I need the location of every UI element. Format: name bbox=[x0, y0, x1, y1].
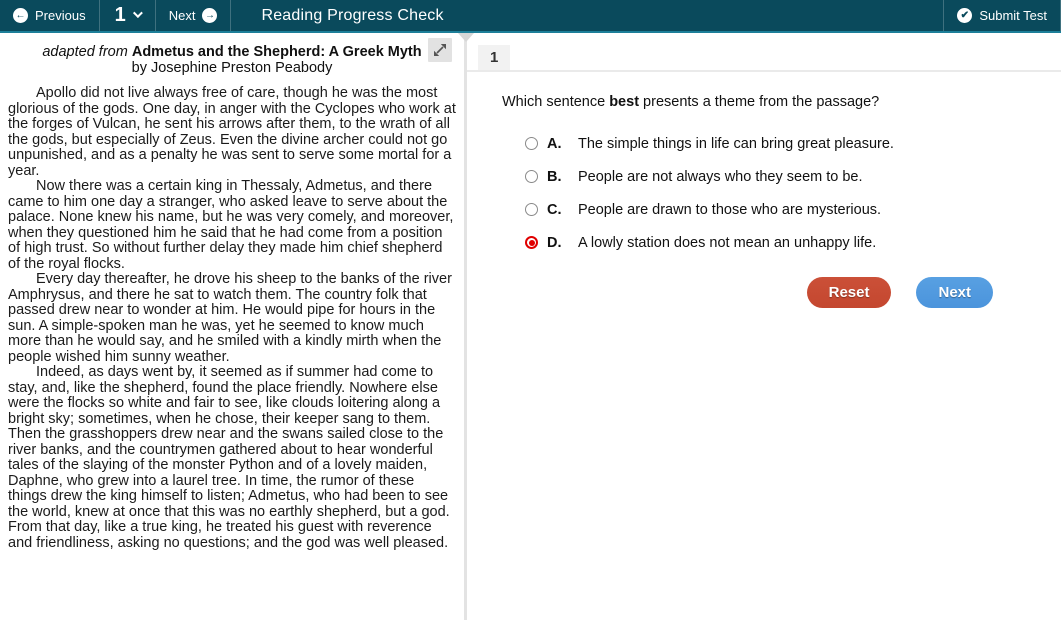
passage-adapted-from: adapted from bbox=[42, 44, 128, 60]
question-prompt-suffix: presents a theme from the passage? bbox=[639, 94, 880, 110]
radio-button[interactable] bbox=[525, 170, 538, 183]
question-panel bbox=[467, 33, 1061, 620]
option-text: A lowly station does not mean an unhappy life. bbox=[578, 234, 877, 251]
question-prompt-prefix: Which sentence bbox=[502, 94, 610, 110]
answer-option[interactable] bbox=[525, 134, 1061, 153]
passage-header bbox=[8, 44, 456, 76]
next-button[interactable]: Next bbox=[916, 277, 993, 308]
passage-paragraph: Now there was a certain king in Thessaly, Admetus, and there came to him one day a stranger, who asked leave to serve about the palace. None knew his name, but he was very comely, and moreover, when they questioned him he said that he had come from a position of high trust. So without further delay they made him chief shepherd of the royal flocks. bbox=[8, 178, 454, 272]
navbar-spacer bbox=[444, 0, 944, 31]
previous-button-label: Previous bbox=[35, 8, 86, 23]
passage-paragraph: Apollo did not live always free of care, though he was the most glorious of the gods. One day, in anger with the Cyclopes who work at the forges of Vulcan, he sent his arrows after them, to the wrath of all the gods, but especially of Zeus. Even the divine archer could not go unpunished, and as a penalty he was sent to serve some mortal for a year. bbox=[8, 85, 456, 179]
option-letter: A. bbox=[547, 135, 562, 152]
question-tab-row bbox=[467, 45, 1061, 72]
answer-option[interactable] bbox=[525, 167, 1061, 186]
panel-splitter[interactable] bbox=[464, 33, 467, 620]
page-title: Reading Progress Check bbox=[261, 6, 444, 24]
option-text: People are drawn to those who are mysterious. bbox=[578, 201, 882, 218]
option-letter: B. bbox=[547, 168, 562, 185]
next-question-button[interactable] bbox=[156, 0, 231, 31]
passage-paragraph: Every day thereafter, he drove his sheep to the banks of the river Amphrysus, and there he sat to watch them. The country folk that passed drew near to wonder at him. He would pipe for hours in the sun. A simple-spoken man he was, yet he seemed to know much more than he would say, and he smiled with a kindly mirth when the people wished him sunny weather. bbox=[8, 271, 452, 365]
submit-test-label: Submit Test bbox=[979, 8, 1047, 23]
expand-icon bbox=[433, 43, 447, 57]
passage-byline: by Josephine Preston Peabody bbox=[131, 60, 333, 76]
option-letter: D. bbox=[547, 234, 562, 251]
previous-button[interactable] bbox=[0, 0, 99, 31]
passage-paragraph: Indeed, as days went by, it seemed as if summer had come to stay, and, like the shepherd, found the place friendly. Nowhere else were the flocks so white and fair to see, like clouds loitering along a bright sky; sometimes, when he chose, their keeper sang to them. Then the grasshoppers drew near and the swans sailed close to the river banks, and the countrymen gathered about to hear wonderful tales of the slaying of the monster Python and of a lovely maiden, Daphne, who grew into a laurel tree. In time, the rumor of these things drew the king himself to listen; Admetus, who had been to see the world, knew at once that this was no earthly shepherd, but a god. From that day, like a true king, he treated his guest with reverence and friendliness, asking no questions; and the god was well pleased. bbox=[8, 364, 450, 551]
option-letter: C. bbox=[547, 201, 562, 218]
main-content bbox=[0, 33, 1061, 620]
radio-button[interactable] bbox=[525, 203, 538, 216]
question-tab[interactable]: 1 bbox=[478, 45, 510, 70]
submit-test-button[interactable] bbox=[944, 0, 1060, 31]
passage-panel bbox=[0, 33, 464, 620]
top-navbar bbox=[0, 0, 1061, 33]
option-text: The simple things in life can bring great pleasure. bbox=[578, 135, 894, 152]
next-button-label: Next bbox=[168, 8, 196, 23]
question-prompt bbox=[502, 94, 1061, 110]
radio-button[interactable] bbox=[525, 236, 538, 249]
question-prompt-bold: best bbox=[609, 94, 640, 110]
question-number-dropdown[interactable] bbox=[100, 0, 155, 31]
previous-arrow-icon: ← bbox=[13, 8, 28, 23]
option-text: People are not always who they seem to be. bbox=[578, 168, 863, 185]
expand-passage-button[interactable] bbox=[428, 38, 452, 62]
passage-title: Admetus and the Shepherd: A Greek Myth bbox=[131, 44, 422, 60]
answer-option[interactable] bbox=[525, 233, 1061, 252]
question-actions bbox=[467, 277, 993, 308]
splitter-handle-icon bbox=[458, 33, 474, 42]
radio-button[interactable] bbox=[525, 137, 538, 150]
navbar-divider bbox=[230, 0, 231, 31]
reset-button[interactable]: Reset bbox=[807, 277, 892, 308]
chevron-down-icon bbox=[133, 8, 143, 18]
next-arrow-icon: → bbox=[202, 8, 217, 23]
question-number-value: 1 bbox=[114, 4, 126, 26]
submit-check-icon: ✔ bbox=[957, 8, 972, 23]
answer-option[interactable] bbox=[525, 200, 1061, 219]
passage-body bbox=[8, 86, 456, 551]
options-list bbox=[525, 134, 1061, 252]
